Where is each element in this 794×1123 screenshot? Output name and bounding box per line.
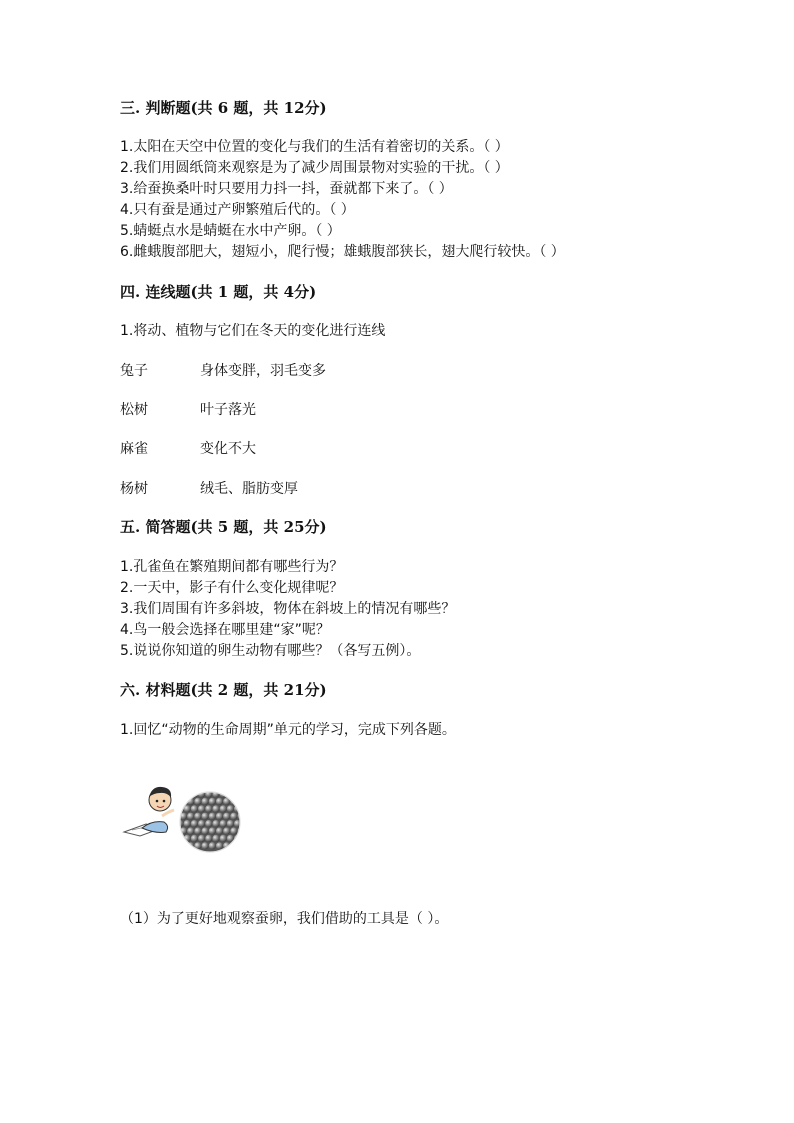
silkworm-egg xyxy=(205,820,212,827)
silkworm-egg xyxy=(176,790,183,797)
match-left-3: 麻雀 xyxy=(120,441,148,457)
boy-observing-eggs-illustration xyxy=(122,782,246,858)
match-left-4: 杨树 xyxy=(120,481,148,497)
judge-item-6: 6.雌蛾腹部肥大，翅短小，爬行慢；雄蛾腹部狭长，翅大爬行较快。（ ） xyxy=(120,244,565,260)
silkworm-egg xyxy=(220,820,227,827)
short-answer-3: 3.我们周围有许多斜坡，物体在斜坡上的情况有哪些？ xyxy=(120,601,456,617)
silkworm-egg xyxy=(202,813,209,820)
silkworm-egg xyxy=(212,835,219,842)
silkworm-egg xyxy=(198,835,205,842)
judge-item-2: 2.我们用圆纸筒来观察是为了减少周围景物对实验的干扰。（ ） xyxy=(120,160,509,176)
silkworm-egg xyxy=(209,813,216,820)
section-3-title: 三. 判断题(共 6 题，共 12分) xyxy=(120,99,327,117)
silkworm-egg xyxy=(187,813,194,820)
judge-item-5: 5.蜻蜓点水是蜻蜓在水中产卵。（ ） xyxy=(120,223,341,239)
silkworm-egg xyxy=(202,827,209,834)
silkworm-egg xyxy=(209,842,216,849)
silkworm-egg xyxy=(191,835,198,842)
material-question: 1.回忆“动物的生命周期”单元的学习，完成下列各题。 xyxy=(120,722,456,738)
material-sub-question-1: （1）为了更好地观察蚕卵，我们借助的工具是（ ）。 xyxy=(120,911,449,927)
silkworm-egg xyxy=(212,820,219,827)
silkworm-egg xyxy=(176,835,183,842)
silkworm-egg xyxy=(202,798,209,805)
short-answer-1: 1.孔雀鱼在繁殖期间都有哪些行为？ xyxy=(120,559,344,575)
silkworm-egg xyxy=(223,827,230,834)
match-left-2: 松树 xyxy=(120,402,148,418)
silkworm-egg xyxy=(198,820,205,827)
silkworm-egg xyxy=(220,835,227,842)
match-left-1: 兔子 xyxy=(120,363,148,379)
silkworm-egg xyxy=(230,827,237,834)
silkworm-egg xyxy=(194,827,201,834)
silkworm-egg xyxy=(234,790,241,797)
silkworm-egg xyxy=(191,820,198,827)
silkworm-egg xyxy=(216,842,223,849)
silkworm-egg xyxy=(205,805,212,812)
judge-item-1: 1.太阳在天空中位置的变化与我们的生活有着密切的关系。（ ） xyxy=(120,139,509,155)
silkworm-egg xyxy=(227,790,234,797)
silkworm-egg xyxy=(238,798,245,805)
silkworm-egg xyxy=(212,790,219,797)
short-answer-4: 4.鸟一般会选择在哪里建“家”呢？ xyxy=(120,622,330,638)
silkworm-egg xyxy=(209,827,216,834)
silkworm-egg xyxy=(191,805,198,812)
silkworm-egg xyxy=(205,835,212,842)
silkworm-egg xyxy=(216,827,223,834)
matching-question: 1.将动、植物与它们在冬天的变化进行连线 xyxy=(120,323,386,339)
silkworm-egg xyxy=(216,813,223,820)
match-right-4: 绒毛、脂肪变厚 xyxy=(200,481,298,497)
silkworm-egg xyxy=(202,842,209,849)
short-answer-5: 5.说说你知道的卵生动物有哪些？（各写五例）。 xyxy=(120,643,421,659)
silkworm-egg xyxy=(223,813,230,820)
silkworm-egg xyxy=(227,820,234,827)
silkworm-egg xyxy=(212,805,219,812)
silkworm-egg xyxy=(227,805,234,812)
short-answer-2: 2.一天中，影子有什么变化规律呢？ xyxy=(120,580,344,596)
section-6-title: 六. 材料题(共 2 题，共 21分) xyxy=(120,681,327,699)
match-right-1: 身体变胖，羽毛变多 xyxy=(200,363,326,379)
match-right-2: 叶子落光 xyxy=(200,402,256,418)
silkworm-egg xyxy=(238,842,245,849)
section-4-title: 四. 连线题(共 1 题，共 4分) xyxy=(120,283,317,301)
judge-item-4: 4.只有蚕是通过产卵繁殖后代的。（ ） xyxy=(120,202,355,218)
silkworm-egg xyxy=(194,813,201,820)
silkworm-egg xyxy=(194,798,201,805)
silkworm-egg xyxy=(198,805,205,812)
match-right-3: 变化不大 xyxy=(200,441,256,457)
silkworm-egg xyxy=(180,842,187,849)
silkworm-egg xyxy=(216,798,223,805)
section-5-title: 五. 简答题(共 5 题，共 25分) xyxy=(120,518,327,536)
silkworm-egg xyxy=(230,813,237,820)
silkworm-egg xyxy=(187,827,194,834)
silkworm-egg xyxy=(184,820,191,827)
judge-item-3: 3.给蚕换桑叶时只要用力抖一抖，蚕就都下来了。（ ） xyxy=(120,181,453,197)
silkworm-egg xyxy=(220,805,227,812)
silkworm-egg xyxy=(184,790,191,797)
silkworm-egg xyxy=(209,798,216,805)
